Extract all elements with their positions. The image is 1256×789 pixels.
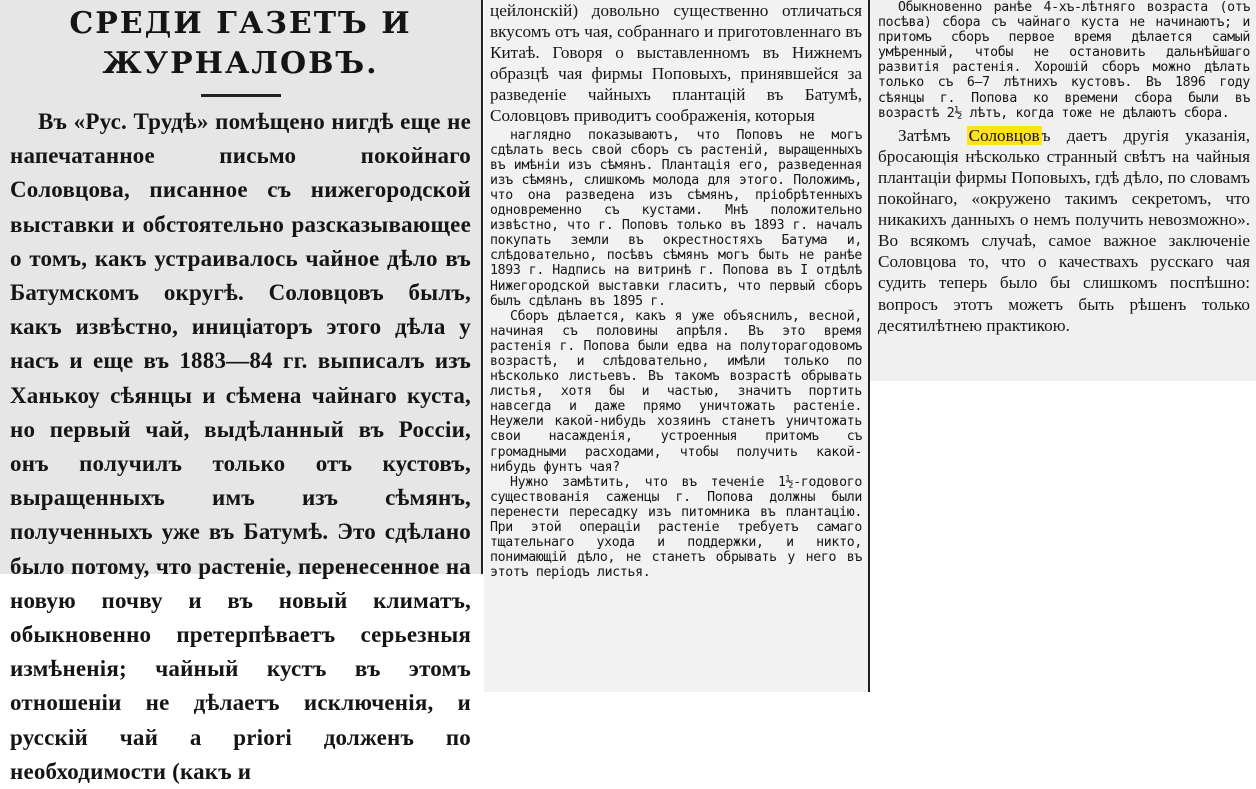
headline-divider <box>201 94 281 97</box>
article-column-3 <box>870 0 1256 381</box>
column1-paragraph: Въ «Рус. Трудѣ» помѣщено нигдѣ еще не напечатанное письмо покойнаго Соловцова, писанное съ нижегородской выставки и обстоятельно разсказывающее о томъ, какъ устраивалось чайное дѣло въ Батумскомъ округѣ. Соловцовъ былъ, какъ извѣстно, иниціаторъ этого дѣла у насъ и еще въ 1883—84 гг. выписалъ изъ Ханькоу сѣянцы и сѣмена чайнаго куста, но первый чай, выдѣланный въ Россіи, онъ получилъ только отъ кустовъ, выращенныхъ имъ изъ сѣмянъ, полученныхъ уже въ Батумѣ. Это сдѣлано было потому, что растеніе, перенесенное на новую почву и въ новый климатъ, обыкновенно претерпѣваетъ серьезныя измѣненія; чайный кустъ въ этомъ отношеніи не дѣлаетъ исключенія, и русскій чай а priori долженъ по необходимости (какъ и <box>10 109 471 784</box>
article-column-1 <box>0 0 481 784</box>
quote-paragraph-1: наглядно показываютъ, что Поповъ не могъ сдѣлать весь свой сборъ съ растеній, выращенныхъ въ имѣніи изъ сѣмянъ. Плантація его, разведенная изъ сѣмянъ, слишкомъ молода для этого. Положимъ, что она разведена изъ сѣмянъ, пріобрѣтенныхъ одновременно съ кустами. Мнѣ положительно извѣстно, что г. Поповъ только въ 1893 г. началъ покупать земли въ окрестностяхъ Батума и, слѣдовательно, посѣвъ сѣмянъ могъ быть не ранѣе 1893 г. Надпись на витринѣ г. Попова въ I отдѣлѣ Нижегородской выставки гласитъ, что первый сборъ былъ сдѣланъ въ 1895 г. <box>490 127 862 309</box>
article-column-2 <box>484 0 868 692</box>
quote-paragraph-4: Обыкновенно ранѣе 4-хъ-лѣтняго возраста (отъ посѣва) сбора съ чайнаго куста не начинаютъ; и притомъ сборъ первое время дѣлается самый умѣренный, чтобы не остановить дальнѣйшаго развитія растенія. Хорошій сборъ можно дѣлать только съ 6—7 лѣтнихъ кустовъ. Въ 1896 году сѣянцы г. Попова ко времени сбора были въ возрастѣ 2½ лѣтъ, когда тоже не дѣлаютъ сбора. <box>878 0 1250 121</box>
article-headline: СРЕДИ ГАЗЕТЪ И ЖУРНАЛОВЪ. <box>69 6 412 81</box>
quote-paragraph-3: Нужно замѣтить, что въ теченіе 1½-годового существованія саженцы г. Попова должны были перенести пересадку изъ питомника въ плантацію. При этой операціи растеніе требуетъ самаго тщательнаго ухода и поддержки, и никто, понимающій дѣло, не станетъ обрывать у него въ этотъ періодъ листья. <box>490 474 862 581</box>
highlighted-search-term: Соловцов <box>968 125 1040 145</box>
paragraph-start-text: Затѣмъ <box>898 125 967 145</box>
paragraph-rest-text: ъ даетъ другія указанія, бросающія нѣсколько странный свѣтъ на чайныя плантаціи фирмы Поповыхъ, гдѣ дѣло, по словамъ покойнаго, «окружено такимъ секретомъ, что никакихъ данныхъ о немъ получить невозможно». Во всякомъ случаѣ, самое важное заключеніе Соловцова то, что о качествахъ русскаго чая судить теперь было бы слишкомъ поспѣшно: вопросъ этотъ можетъ быть рѣшенъ только десятилѣтнею практикою. <box>878 125 1250 335</box>
column3-paragraph <box>878 125 1250 336</box>
column-divider <box>481 0 483 574</box>
column2-lead-paragraph: цейлонскій) довольно существенно отличаться вкусомъ отъ чая, собраннаго и приготовленнаго въ Китаѣ. Говоря о выставленномъ въ Нижнемъ образцѣ чая фирмы Поповыхъ, принявшейся за разведеніе чайныхъ плантацій въ Батумѣ, Соловцовъ приводитъ соображенія, которыя <box>490 1 862 126</box>
quote-paragraph-2: Сборъ дѣлается, какъ я уже объяснилъ, весной, начиная съ половины апрѣля. Въ это время растенія г. Попова были едва на полуторагодовомъ возрастѣ, и слѣдовательно, имѣли только по нѣсколько листьевъ. Въ такомъ возрастѣ обрывать листья, хотя бы и частью, значитъ портить навсегда и даже прямо уничтожать растеніе. Неужели какой-нибудь хозяинъ станетъ уничтожать свои насажденія, устроенныя притомъ съ громадными расходами, чтобы получить какой-нибудь фунтъ чая? <box>490 308 862 475</box>
